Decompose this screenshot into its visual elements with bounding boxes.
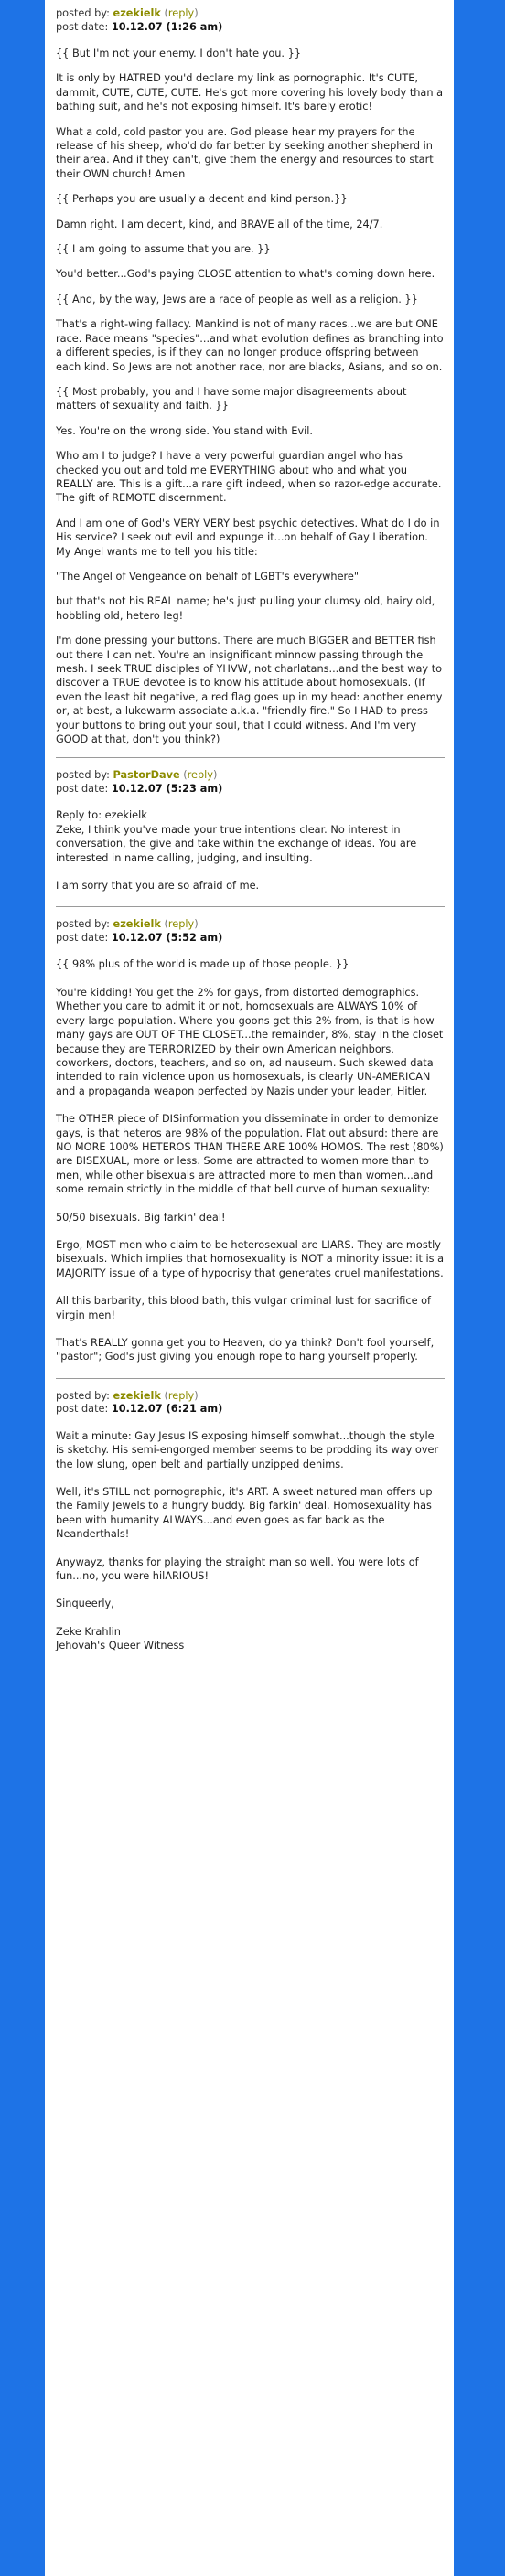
comment-paragraph: Sinqueerly, [56,1598,114,1610]
comment-paragraph: That's a right-wing fallacy. Mankind is not of many races...we are but ONE race. Race means "species"...and what evolution defines as branching into a different species, is if they can no longer produce offspring between each kind. So Jews are not another race, nor are blacks, Asians, and so on. [56,318,444,373]
meta-spacer [56,34,445,47]
page-frame [45,0,454,2576]
comment [56,918,445,1363]
comment-meta [56,769,445,796]
comment-paragraph: {{ But I'm not your enemy. I don't hate you. }} [56,48,301,59]
posted-by-label: posted by: [56,769,110,782]
reply-close-paren: ) [194,918,199,931]
post-date-value: 10.12.07 (6:21 am) [111,1403,223,1416]
post-date-label: post date: [56,20,109,33]
posted-by-row [56,7,445,21]
comment-paragraph: Anywayz, thanks for playing the straight man so well. You were lots of fun...no, you were hilARIOUS! [56,1555,419,1583]
post-date-row [56,21,445,35]
comment-paragraph: Wait a minute: Gay Jesus IS exposing himself somwhat...though the style is sketchy. His semi-engorged member seems to be prodding its way over the low slung, open belt and partially unzipped denims. [56,1429,439,1470]
comment-paragraph: I am sorry that you are so afraid of me. [56,880,260,893]
comment-paragraph: All this barbarity, this blood bath, this vulgar criminal lust for sacrifice of virgin men! [56,1295,432,1321]
reply-close-paren: ) [213,769,218,782]
comment-paragraph: {{ Most probably, you and I have some major disagreements about matters of sexuality and faith. }} [56,385,407,412]
reply-close-paren: ) [194,1389,199,1402]
comments-thread [45,0,454,1653]
author-link[interactable]: ezekielk [113,7,161,19]
reply-link[interactable]: reply [167,7,195,19]
comment-paragraph: but that's not his REAL name; he's just pulling your clumsy old, hairy old, hobbling old, hetero leg! [56,595,435,622]
reply-open-paren: ( [164,7,168,19]
reply-link[interactable]: reply [167,1389,195,1402]
comment-body [56,47,445,746]
posted-by-row [56,918,445,932]
comment-separator [56,757,445,758]
comment-paragraph: {{ I am going to assume that you are. }} [56,243,271,256]
comment-paragraph: Yes. You're on the wrong side. You stand with Evil. [56,424,313,437]
comment-paragraph: {{ 98% plus of the world is made up of those people. }} [56,958,349,971]
reply-open-paren: ( [183,769,188,782]
comment-paragraph: The OTHER piece of DISinformation you disseminate in order to demonize gays, is that heteros are 98% of the population. Flat out absurd: there are NO MORE 100% HETEROS THAN THERE ARE 100% HOMOS. The rest (80%) are BISEXUAL, more or less. Some are attracted to women more than to men, while other bisexuals are attracted more to men than women...and some remain strictly in the middle of that bell curve of human sexuality: [56,1113,444,1196]
author-link[interactable]: ezekielk [113,918,161,931]
comment-paragraph: Well, it's STILL not pornographic, it's ART. A sweet natured man offers up the Family Jewels to a hungry buddy. Big farkin' deal. Homosexuality has been with humanity ALWAYS...and even goes as far back as the Neanderthals! [56,1486,433,1541]
comment-paragraph: Reply to: ezekielk Zeke, I think you've made your true intentions clear. No interest in conversation, the give and take within the exchange of ideas. You are interested in name calling, judging, and insulting. [56,809,417,864]
comment-paragraph: And I am one of God's VERY VERY best psychic detectives. What do I do in His service? I seek out evil and expunge it...on behalf of Gay Liberation. My Angel wants me to tell you his title: [56,517,440,558]
comment-meta [56,7,445,34]
comment-paragraph: You're kidding! You get the 2% for gays, from distorted demographics. Whether you care to admit it or not, homosexuals are ALWAYS 10% of every large population. Where you goons get this 2% from, is that is how many gays are OUT OF THE CLOSET...the remainder, 8%, stay in the closet because they are TERRORIZED by their own American neighbors, coworkers, doctors, teachers, and so on, ad nauseum. Such skewed data intended to rain violence upon us homosexuals, is clearly UN-AMERICAN and a propaganda weapon perfected by Nazis under your leader, Hitler. [56,986,444,1097]
post-date-value: 10.12.07 (1:26 am) [111,20,223,33]
author-link[interactable]: PastorDave [113,769,180,782]
post-date-label: post date: [56,1403,109,1416]
comment-body [56,1429,445,1653]
posted-by-row [56,1390,445,1404]
post-date-value: 10.12.07 (5:52 am) [111,931,223,944]
meta-spacer [56,945,445,957]
post-date-row [56,932,445,946]
posted-by-label: posted by: [56,1389,110,1402]
reply-link[interactable]: reply [187,769,213,782]
comment-paragraph: Ergo, MOST men who claim to be heterosexual are LIARS. They are mostly bisexuals. Which implies that homosexuality is NOT a minority issue: it is a MAJORITY issue of a type of hypocrisy that generates cruel manifestations. [56,1238,445,1279]
comment-paragraph: Zeke Krahlin Jehovah's Queer Witness [56,1625,185,1652]
reply-open-paren: ( [164,1389,168,1402]
reply-link[interactable]: reply [167,918,195,931]
meta-spacer [56,1416,445,1429]
post-date-label: post date: [56,782,109,795]
comment-paragraph: Damn right. I am decent, kind, and BRAVE all of the time, 24/7. [56,218,383,230]
comment [56,769,445,893]
comment-paragraph: "The Angel of Vengeance on behalf of LGBT's everywhere" [56,570,360,583]
comment-separator [56,1378,445,1379]
post-date-row [56,783,445,796]
comment-body [56,957,445,1363]
comment-paragraph: 50/50 bisexuals. Big farkin' deal! [56,1211,226,1224]
comment-separator [56,906,445,907]
post-date-value: 10.12.07 (5:23 am) [111,782,223,795]
comment-paragraph: What a cold, cold pastor you are. God please hear my prayers for the release of his sheep, who'd do far better by seeking another shepherd in their area. And if they can't, give them the energy and resources to start their OWN church! Amen [56,125,434,180]
author-link[interactable]: ezekielk [113,1389,161,1402]
comment [56,1390,445,1653]
comment-paragraph: Who am I to judge? I have a very powerful guardian angel who has checked you out and told me EVERYTHING about who and what you REALLY are. This is a gift...a rare gift indeed, when so razor-edge accurate. The gift of REMOTE discernment. [56,450,442,505]
reply-open-paren: ( [164,918,168,931]
comment [56,7,445,746]
post-date-row [56,1403,445,1416]
comment-paragraph: {{ And, by the way, Jews are a race of people as well as a religion. }} [56,293,418,305]
meta-spacer [56,796,445,808]
posted-by-label: posted by: [56,7,110,19]
comment-paragraph: {{ Perhaps you are usually a decent and kind person.}} [56,193,348,206]
comment-body [56,808,445,893]
posted-by-row [56,769,445,783]
post-date-label: post date: [56,931,109,944]
comment-meta [56,918,445,945]
comment-meta [56,1390,445,1416]
comment-paragraph: It is only by HATRED you'd declare my link as pornographic. It's CUTE, dammit, CUTE, CUTE, CUTE. He's got more covering his lovely body than a bathing suit, and he's not exposing himself. It's barely erotic! [56,72,444,113]
comment-paragraph: You'd better...God's paying CLOSE attention to what's coming down here. [56,268,435,281]
comment-paragraph: That's REALLY gonna get you to Heaven, do ya think? Don't fool yourself, "pastor"; God's just giving you enough rope to hang yourself properly. [56,1337,435,1363]
reply-close-paren: ) [194,7,199,19]
comment-paragraph: I'm done pressing your buttons. There are much BIGGER and BETTER fish out there I can net. You're an insignificant minnow passing through the mesh. I seek TRUE disciples of YHVW, not charlatans...and the best way to discover a TRUE devotee is to know his attitude about homosexuals. (If even the least bit negative, a red flag goes up in my head: another enemy or, at best, a lukewarm associate a.k.a. "friendly fire." So I HAD to press your buttons to bring out your soul, that I could witness. And I'm very GOOD at that, don't you think?) [56,635,443,746]
posted-by-label: posted by: [56,918,110,931]
